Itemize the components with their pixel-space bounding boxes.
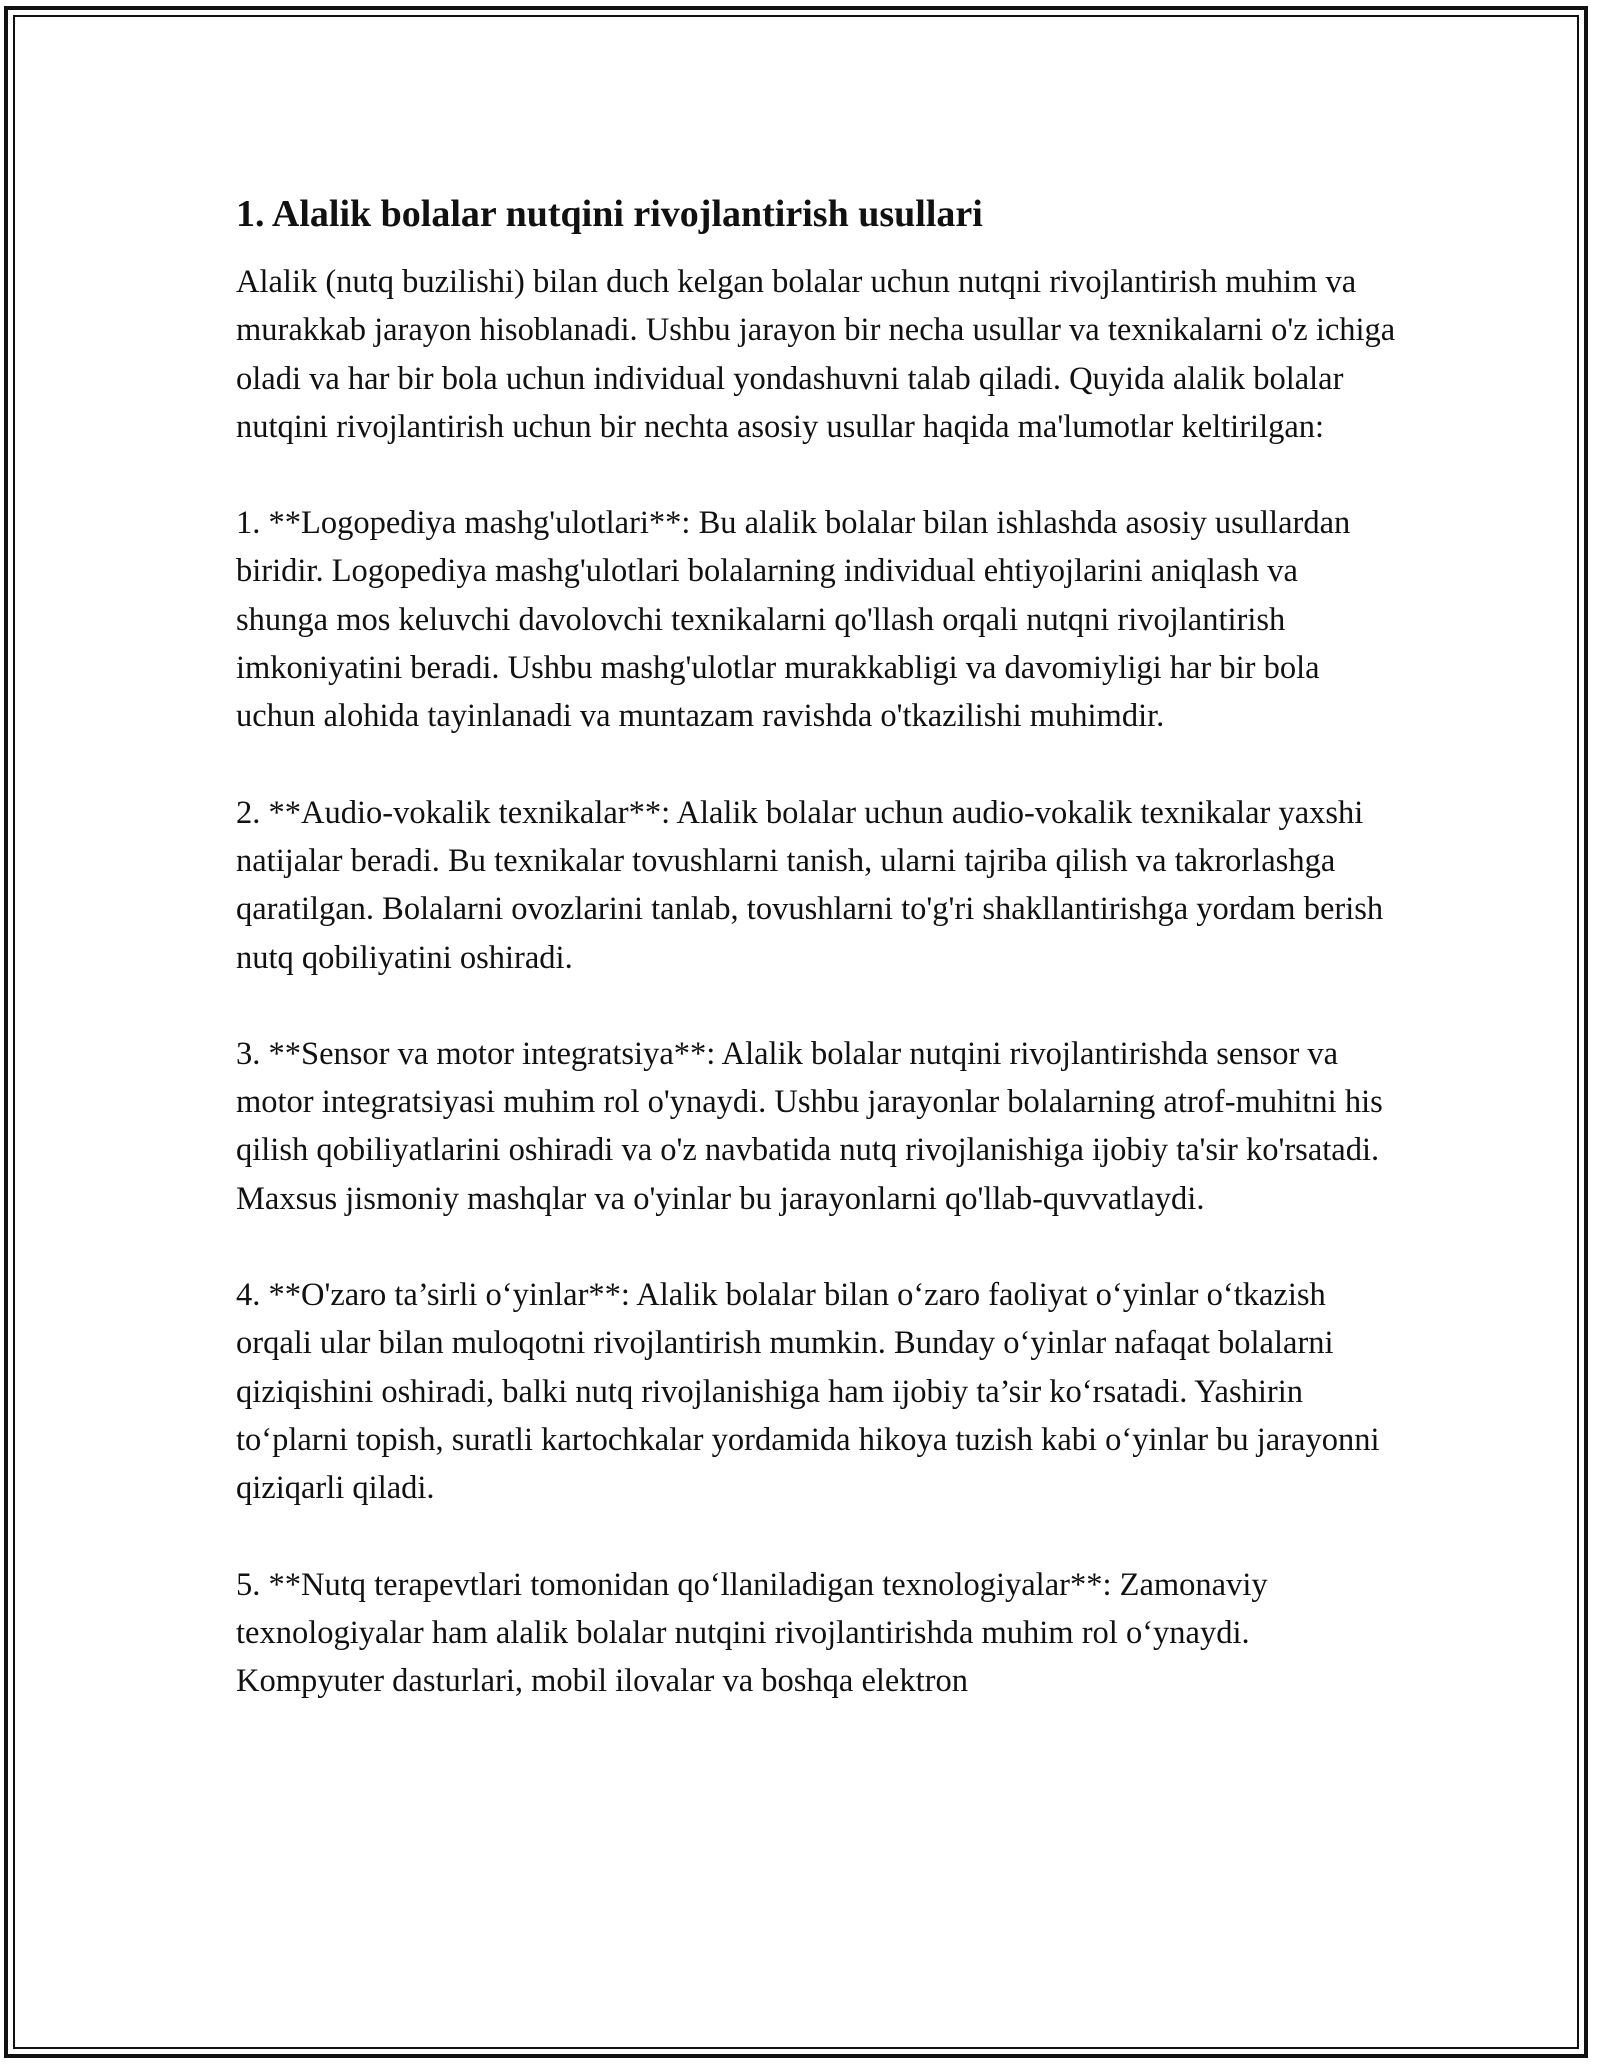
intro-paragraph: Alalik (nutq buzilishi) bilan duch kelgan bolalar uchun nutqni rivojlantirish muhim va murakkab jarayon hisoblanadi. Ushbu jarayon bir necha usullar va texnikalarni o'z ichiga oladi va har bir bola uchun individual yondashuvni talab qiladi. Quyida alalik bolalar nutqini rivojlantirish uchun bir nechta asosiy usullar haqida ma'lumotlar keltirilgan: [236,264,1396,445]
list-item-3: 3. **Sensor va motor integratsiya**: Alalik bolalar nutqini rivojlantirishda sensor va motor integratsiyasi muhim rol o'ynaydi. Ushbu jarayonlar bolalarning atrof-muhitni his qilish qobiliyatlarini oshiradi va o'z navbatida nutq rivojlanishiga ijobiy ta'sir ko'rsatadi. Maxsus jismoniy mashqlar va o'yinlar bu jarayonlarni qo'llab-quvvatlaydi. [236,1035,1383,1217]
list-item-2: 2. **Audio-vokalik texnikalar**: Alalik bolalar uchun audio-vokalik texnikalar yaxshi natijalar beradi. Bu texnikalar tovushlarni tanish, ularni tajriba qilish va takrorlashga qaratilgan. Bolalarni ovozlarini tanlab, tovushlarni to'g'ri shakllantirishga yordam berish nutq qobiliyatini oshiradi. [236,794,1384,976]
section-heading: 1. Alalik bolalar nutqini rivojlantirish usullari [236,193,983,235]
list-item-4: 4. **O'zaro ta’sirli o‘yinlar**: Alalik bolalar bilan o‘zaro faoliyat o‘yinlar o‘tkazish orqali ular bilan muloqotni rivojlantirish mumkin. Bunday o‘yinlar nafaqat bolalarni qiziqishini oshiradi, balki nutq rivojlanishiga ham ijobiy ta’sir ko‘rsatadi. Yashirin to‘plarni topish, suratli kartochkalar yordamida hikoya tuzish kabi o‘yinlar bu jarayonni qiziqarli qiladi. [236,1277,1380,1507]
list-item-5: 5. **Nutq terapevtlari tomonidan qo‘llaniladigan texnologiyalar**: Zamonaviy texnologiyalar ham alalik bolalar nutqini rivojlantirishda muhim rol o‘ynaydi. Kompyuter dasturlari, mobil ilovalar va boshqa elektron [236,1566,1268,1700]
document-body [236,188,1396,1705]
list-item-1: 1. **Logopediya mashg'ulotlari**: Bu alalik bolalar bilan ishlashda asosiy usullardan biridir. Logopediya mashg'ulotlari bolalarning individual ehtiyojlarini aniqlash va shunga mos keluvchi davolovchi texnikalarni qo'llash orqali nutqni rivojlantirish imkoniyatini beradi. Ushbu mashg'ulotlar murakkabligi va davomiyligi har bir bola uchun alohida tayinlanadi va muntazam ravishda o'tkazilishi muhimdir. [236,505,1351,735]
